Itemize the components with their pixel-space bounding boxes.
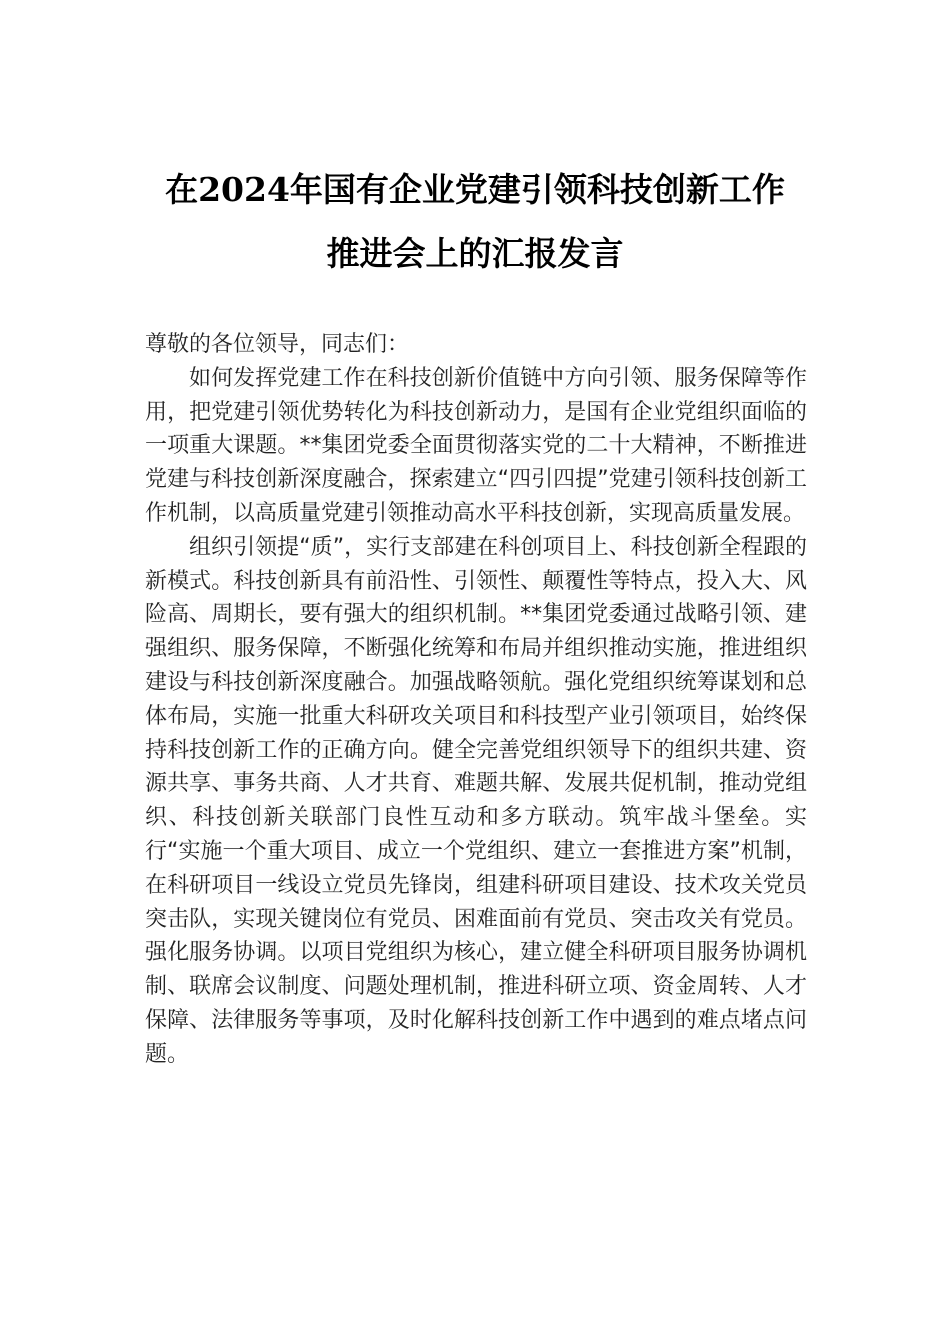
paragraph-organization: 组织引领提“质”，实行支部建在科创项目上、科技创新全程跟的新模式。科技创新具有前沿性、引领性、颠覆性等特点，投入大、风险高、周期长，要有强大的组织机制。**集团党委通过战略引领、建强组织、服务保障，不断强化统筹和布局并组织推动实施，推进组织建设与科技创新深度融合。加强战略领航。强化党组织统筹谋划和总体布局，实施一批重大科研攻关项目和科技型产业引领项目，始终保持科技创新工作的正确方向。健全完善党组织领导下的组织共建、资源共享、事务共商、人才共育、难题共解、发展共促机制，推动党组织、科技创新关联部门良性互动和多方联动。筑牢战斗堡垒。实行“实施一个重大项目、成立一个党组织、建立一套推进方案”机制，在科研项目一线设立党员先锋岗，组建科研项目建设、技术攻关党员突击队，实现关键岗位有党员、困难面前有党员、突击攻关有党员。强化服务协调。以项目党组织为核心，建立健全科研项目服务协调机制、联席会议制度、问题处理机制，推进科研立项、资金周转、人才保障、法律服务等事项，及时化解科技创新工作中遇到的难点堵点问题。 xyxy=(145,534,807,1067)
paragraph-intro: 如何发挥党建工作在科技创新价值链中方向引领、服务保障等作用，把党建引领优势转化为科技创新动力，是国有企业党组织面临的一项重大课题。**集团党委全面贯彻落实党的二十大精神，不断推进党建与科技创新深度融合，探索建立“四引四提”党建引领科技创新工作机制，以高质量党建引领推动高水平科技创新，实现高质量发展。 xyxy=(145,365,807,526)
document-title-line-1: 在2024年国有企业党建引领科技创新工作 xyxy=(165,170,785,209)
document-body xyxy=(145,328,807,1072)
document-title-line-2: 推进会上的汇报发言 xyxy=(326,234,624,273)
greeting: 尊敬的各位领导，同志们： xyxy=(145,332,410,357)
